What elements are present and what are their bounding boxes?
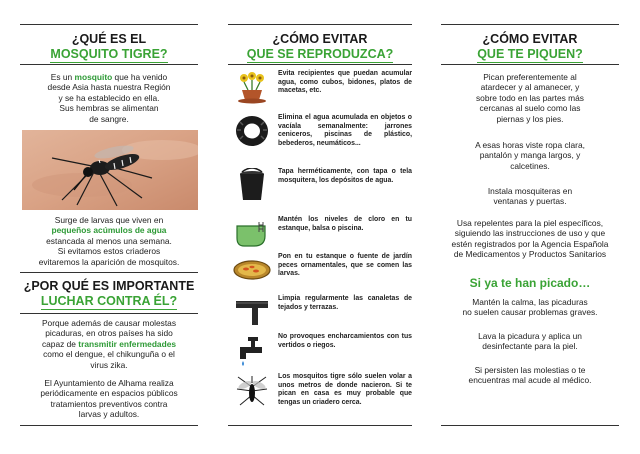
stagnant-water-keyword: pequeños acúmulos de agua <box>51 225 167 236</box>
tip-row: Limpia regularmente las canaletas de tejados y terrazas. <box>228 295 412 331</box>
tip-row: Evita recipientes que puedan acumular agua, como cubos, bidones, platos de macetas, etc. <box>228 70 412 106</box>
tip-row: Elimina el agua acumulada en objetos o vacíala semanalmente: jarrones ceniceros, piscinas de plástico, bebederos, neumáticos... <box>228 114 412 150</box>
flower-pot-icon <box>232 70 272 104</box>
prevent-bites-heading-highlight: QUE TE PIQUEN? <box>477 47 583 61</box>
if-bitten-heading: Si ya te han picado… <box>469 276 591 290</box>
divider <box>441 425 619 426</box>
bite-times-text: Pican preferentemente al atardecer y al amanecer, y sobre todo en las partes más cercanas al suelo como las piernas y los pies. <box>475 72 584 124</box>
tip-row: No provoques encharcamientos con tus vertidos o riegos. <box>228 333 412 369</box>
mosquito-keyword: mosquito <box>74 72 113 82</box>
bucket-icon <box>232 168 272 202</box>
prevent-breeding-heading: ¿CÓMO EVITAR QUE SE REPRODUZCA? <box>246 32 394 61</box>
tip-row: Los mosquitos tigre sólo suelen volar a unos metros de donde nacieron. Si te pican en casa es muy probable que tengas un criadero cerca. <box>228 373 412 409</box>
middle-column <box>228 0 412 454</box>
tap-icon <box>232 333 272 367</box>
mosquito-photo <box>22 130 198 210</box>
divider <box>228 24 412 25</box>
divider <box>228 425 412 426</box>
mosquito-icon <box>232 373 272 407</box>
why-text: Porque además de causar molestas picaduras, en otros países ha sido capaz de transmitir enfermedades como el dengue, el chikunguña o el virus zika. <box>41 318 177 370</box>
why-fight-heading-highlight: LUCHAR CONTRA ÉL? <box>40 294 178 308</box>
larva-text: Surge de larvas que viven en pequeños acúmulos de agua estancada al menos una semana. Si evitamos estos criaderos evitaremos la aparición de mosquitos. <box>20 215 198 267</box>
what-is-heading: ¿QUÉ ES EL MOSQUITO TIGRE? <box>50 32 168 61</box>
repellent-text: Usa repelentes para la piel específicos, siguiendo las instrucciones de uso y que estén registrados por la Agencia Española de Medicamentos y Productos Sanitarios <box>451 218 609 260</box>
why-fight-heading: ¿POR QUÉ ES IMPORTANTE LUCHAR CONTRA ÉL? <box>23 279 195 308</box>
divider <box>228 64 412 65</box>
prevent-bites-heading: ¿CÓMO EVITAR QUE TE PIQUEN? <box>477 32 583 61</box>
pool-icon <box>232 216 272 250</box>
intro-text: Es un mosquito que ha venido desde Asia hasta nuestra Región y se ha establecido en ella. Sus hembras se alimentan de sangre. <box>47 72 171 124</box>
divider <box>441 24 619 25</box>
divider <box>20 425 198 426</box>
divider <box>20 313 198 314</box>
clothing-text: A esas horas viste ropa clara, pantalón y manga largos, y calcetines. <box>475 140 585 171</box>
divider <box>441 64 619 65</box>
stay-calm-text: Mantén la calma, las picaduras no suelen causar problemas graves. <box>462 297 598 318</box>
wash-text: Lava la picadura y aplica un desinfectante para la piel. <box>478 331 582 352</box>
gutter-icon <box>232 295 272 329</box>
tip-row: Tapa herméticamente, con tapa o tela mosquitera, los depósitos de agua. <box>228 168 412 204</box>
diseases-keyword: transmitir enfermedades <box>78 338 177 349</box>
divider <box>20 64 198 65</box>
left-column <box>20 0 198 454</box>
tire-icon <box>232 114 272 148</box>
tip-row: Mantén los niveles de cloro en tu estanque, balsa o piscina. <box>228 216 412 252</box>
divider <box>20 272 198 273</box>
doctor-text: Si persisten las molestias o te encuentras mal acude al médico. <box>468 365 592 386</box>
council-text: El Ayuntamiento de Alhama realiza periódicamente en espacios públicos tratamientos preventivos contra larvas y adultos. <box>40 378 178 420</box>
screens-text: Instala mosquiteras en ventanas y puertas. <box>487 186 573 207</box>
prevent-breeding-heading-highlight: QUE SE REPRODUZCA? <box>246 47 394 61</box>
pond-icon <box>232 253 272 287</box>
tip-row: Pon en tu estanque o fuente de jardín peces ornamentales, que se comen las larvas. <box>228 253 412 289</box>
right-column <box>441 0 619 454</box>
divider <box>20 24 198 25</box>
what-is-heading-highlight: MOSQUITO TIGRE? <box>50 47 168 61</box>
